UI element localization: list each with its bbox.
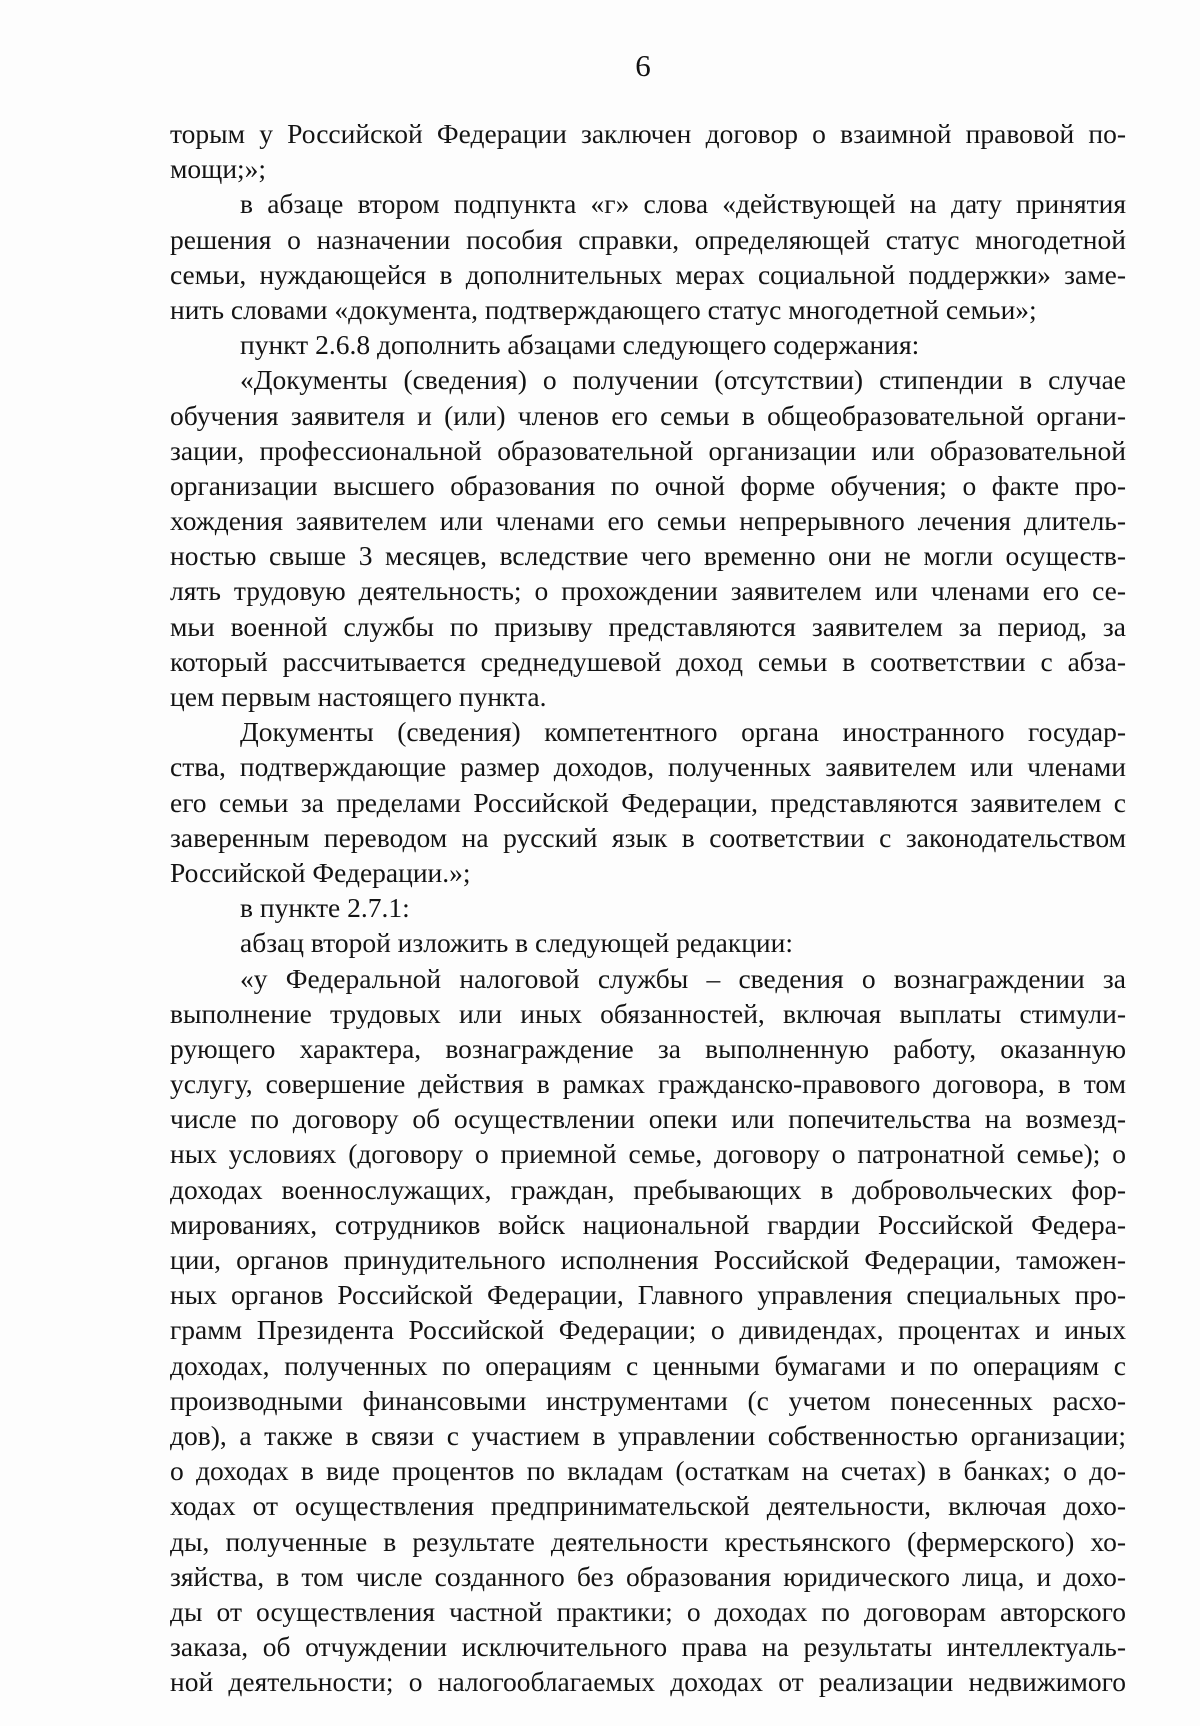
text-line: доходах военнослужащих, граждан, пребывающих в добровольческих фор-: [170, 1173, 1126, 1205]
text-line: абзац второй изложить в следующей редакции:: [240, 927, 794, 959]
text-line: организации высшего образования по очной форме обучения; о факте про-: [170, 469, 1126, 501]
text-line: производными финансовыми инструментами (с учетом понесенных расхо-: [170, 1384, 1126, 1416]
text-line: о доходах в виде процентов по вкладам (остаткам на счетах) в банках; о до-: [170, 1455, 1126, 1487]
text-line: «у Федеральной налоговой службы – сведения о вознаграждении за: [240, 962, 1126, 994]
text-line: ции, органов принудительного исполнения Российской Федерации, таможен-: [170, 1244, 1126, 1275]
page-number: 6: [635, 48, 651, 83]
text-line: заказа, об отчуждении исключительного права на результаты интеллектуаль-: [170, 1631, 1126, 1663]
text-line: зации, профессиональной образовательной организации или образовательной: [170, 434, 1126, 466]
text-line: ных условиях (договору о приемной семье, договору о патронатной семье); о: [170, 1138, 1126, 1170]
text-line: ной деятельности; о налогооблагаемых доходах от реализации недвижимого: [170, 1666, 1126, 1698]
text-line: ства, подтверждающие размер доходов, полученных заявителем или членами: [170, 751, 1126, 783]
document-body: [170, 116, 1126, 1699]
text-line: его семьи за пределами Российской Федерации, представляются заявителем с: [170, 786, 1126, 818]
text-line: решения о назначении пособия справки, определяющей статус многодетной: [170, 223, 1126, 255]
text-line: цем первым настоящего пункта.: [170, 681, 547, 712]
text-line: ходах от осуществления предпринимательской деятельности, включая дохо-: [170, 1490, 1126, 1522]
text-line: ностью свыше 3 месяцев, вследствие чего временно они не могли осуществ-: [170, 540, 1126, 572]
text-line: пункт 2.6.8 дополнить абзацами следующего содержания:: [240, 329, 920, 361]
text-line: лять трудовую деятельность; о прохождении заявителем или членами его се-: [170, 575, 1126, 607]
text-line: рующего характера, вознаграждение за выполненную работу, оказанную: [170, 1032, 1126, 1064]
text-line: нить словами «документа, подтверждающего статус многодетной семьи»;: [170, 293, 1037, 325]
text-line: мощи;»;: [170, 153, 267, 185]
text-line: мьи военной службы по призыву представляются заявителем за период, за: [170, 610, 1126, 642]
text-line: доходах, полученных по операциям с ценными бумагами и по операциям с: [170, 1349, 1126, 1381]
text-line: семьи, нуждающейся в дополнительных мерах социальной поддержки» заме-: [170, 258, 1126, 290]
text-line: числе по договору об осуществлении опеки или попечительства на возмезд-: [170, 1103, 1126, 1135]
text-line: услугу, совершение действия в рамках гражданско-правового договора, в том: [170, 1068, 1126, 1100]
text-line: грамм Президента Российской Федерации; о дивидендах, процентах и иных: [170, 1314, 1126, 1346]
text-line: ды, полученные в результате деятельности крестьянского (фермерского) хо-: [170, 1525, 1126, 1557]
text-line: выполнение трудовых или иных обязанностей, включая выплаты стимули-: [170, 997, 1126, 1029]
text-line: в пункте 2.7.1:: [240, 892, 410, 924]
text-line: ных органов Российской Федерации, Главного управления специальных про-: [170, 1279, 1126, 1311]
text-line: дов), а также в связи с участием в управлении собственностью организации;: [170, 1419, 1126, 1451]
text-line: «Документы (сведения) о получении (отсутствии) стипендии в случае: [240, 364, 1126, 396]
text-line: обучения заявителя и (или) членов его семьи в общеобразовательной органи-: [170, 399, 1126, 431]
text-line: Документы (сведения) компетентного органа иностранного государ-: [240, 716, 1126, 748]
text-line: Российской Федерации.»;: [170, 856, 471, 888]
text-line: в абзаце втором подпункта «г» слова «действующей на дату принятия: [240, 188, 1126, 220]
text-line: ды от осуществления частной практики; о доходах по договорам авторского: [170, 1595, 1126, 1627]
text-line: который рассчитывается среднедушевой доход семьи в соответствии с абза-: [170, 645, 1126, 677]
text-line: торым у Российской Федерации заключен договор о взаимной правовой по-: [170, 118, 1126, 149]
text-line: хождения заявителем или членами его семьи непрерывного лечения длитель-: [170, 505, 1126, 537]
text-line: мированиях, сотрудников войск национальной гвардии Российской Федера-: [170, 1208, 1126, 1240]
text-line: зяйства, в том числе созданного без образования юридического лица, и дохо-: [170, 1560, 1126, 1592]
text-line: заверенным переводом на русский язык в соответствии с законодательством: [170, 821, 1126, 853]
